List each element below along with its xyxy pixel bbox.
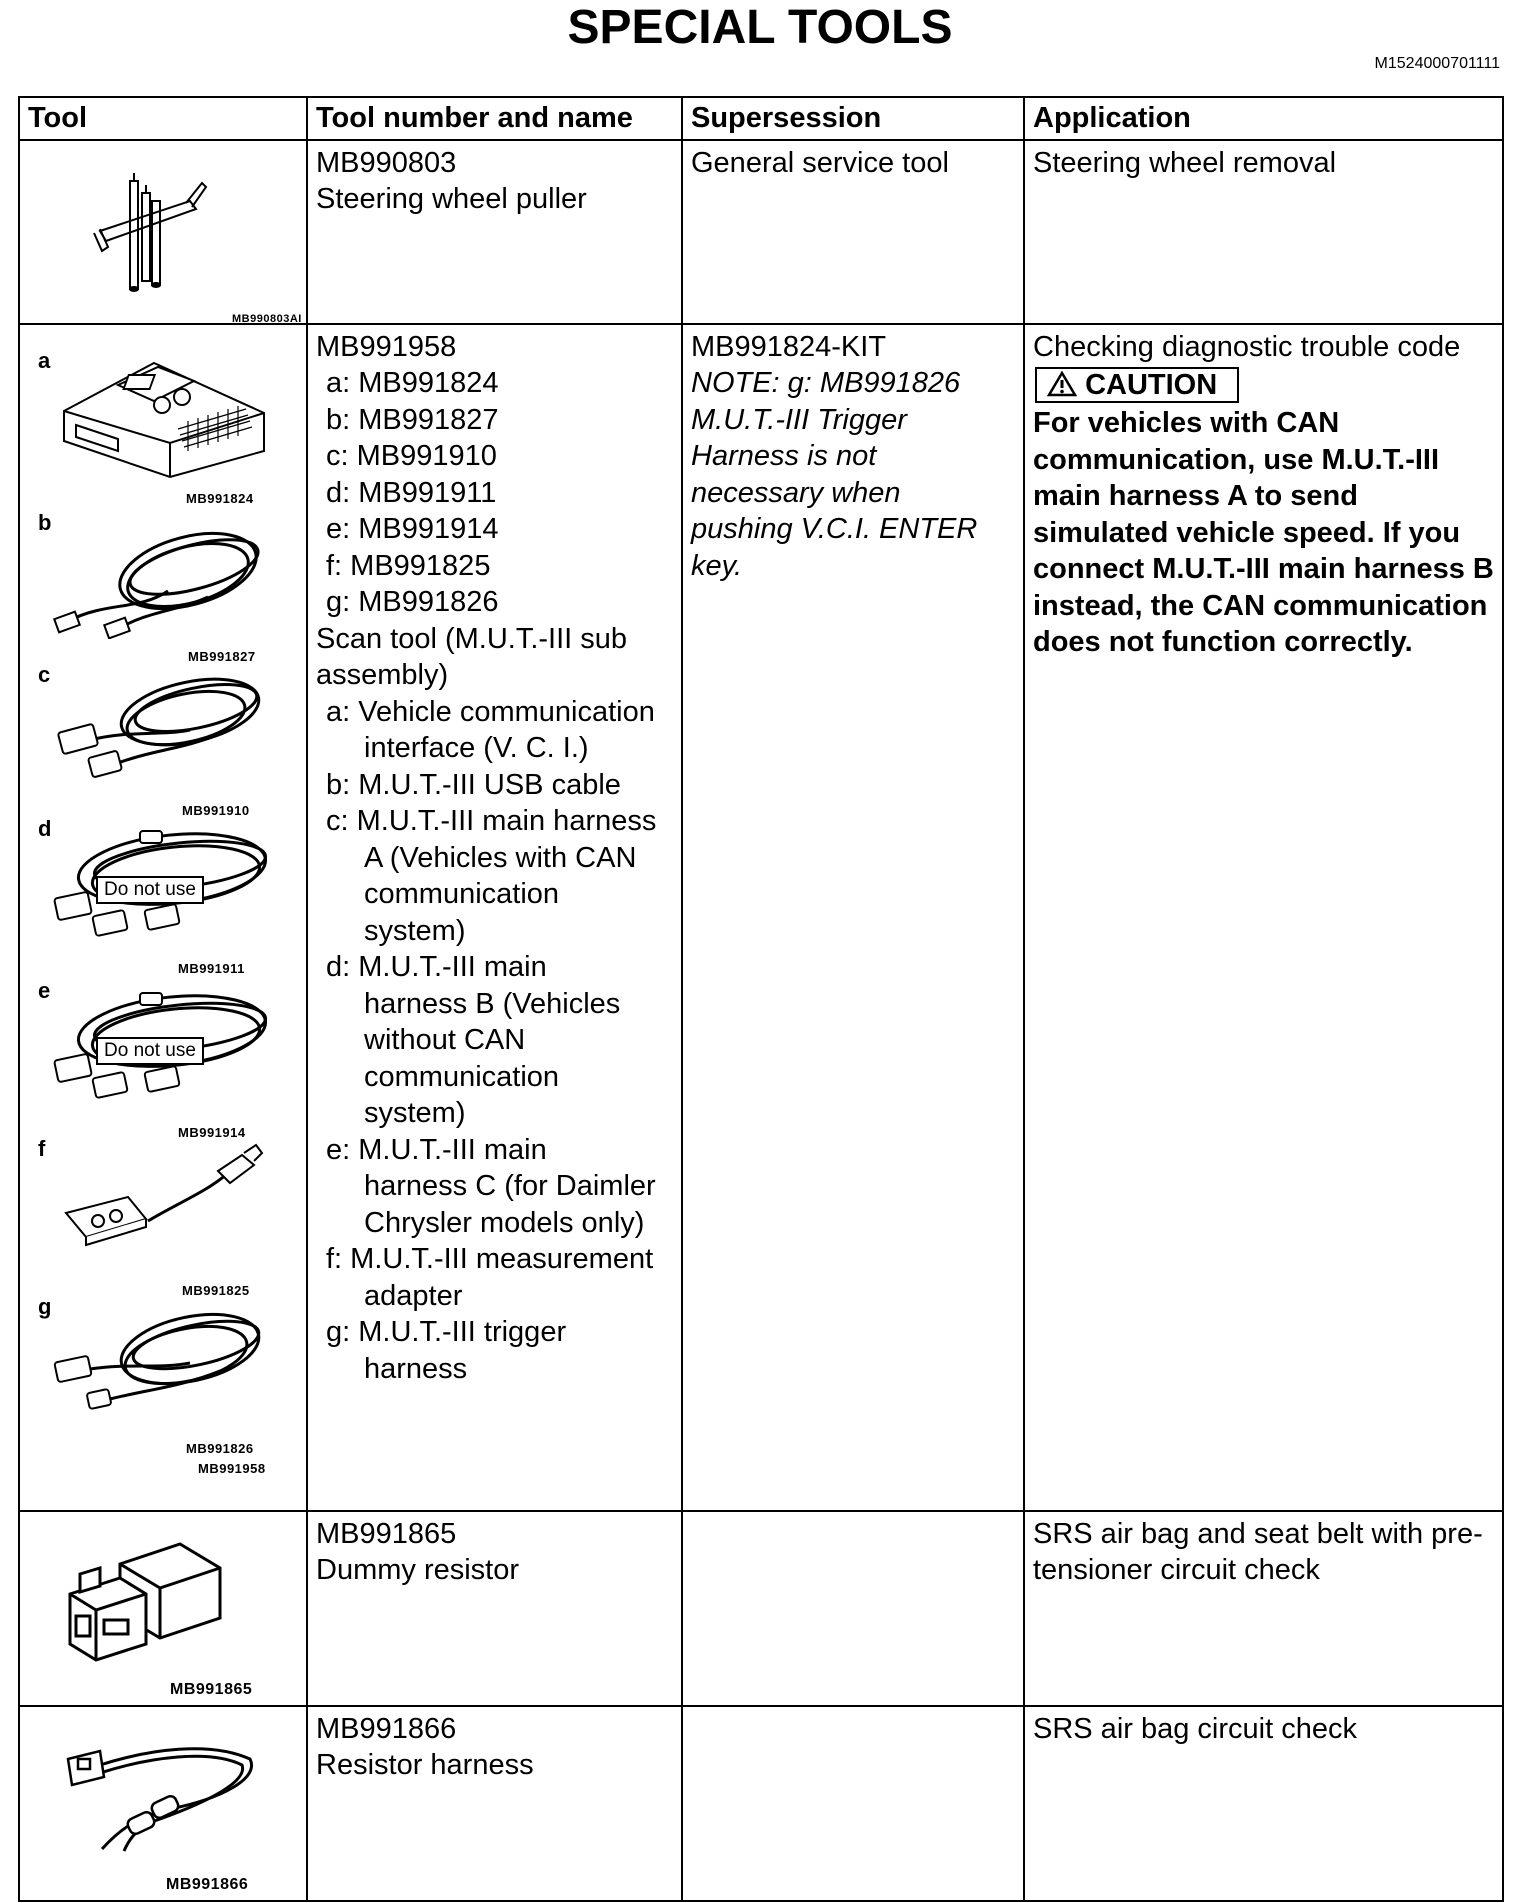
part-description-continuation: system) [316,1095,673,1132]
part-description-continuation: harness C (for Daimler [316,1168,673,1205]
tool-number: MB991958 [316,329,673,366]
supersession-cell [682,140,1024,324]
table-row [19,1511,1503,1706]
application-text: SRS air bag circuit check [1033,1711,1494,1748]
part-description-continuation: harness [316,1351,673,1388]
header-tool: Tool [19,97,307,140]
part-number: a: MB991824 [316,365,673,402]
tool-number: MB990803 [316,145,673,182]
supersession-cell [682,1511,1024,1706]
part-description-continuation: Chrysler models only) [316,1205,673,1242]
part-description: d: M.U.T.-III main [316,949,673,986]
application-text: Checking diagnostic trouble code [1033,329,1494,366]
application-cell [1024,140,1503,324]
tool-name: Dummy resistor [316,1552,673,1589]
application-text: SRS air bag and seat belt with pre-tensioner circuit check [1033,1516,1494,1589]
part-description: e: M.U.T.-III main [316,1132,673,1169]
tool-name: Steering wheel puller [316,181,673,218]
figure-label: MB991824 [186,481,254,518]
part-number: c: MB991910 [316,438,673,475]
supersession-cell [682,324,1024,1511]
application-cell [1024,1706,1503,1901]
part-description-continuation: interface (V. C. I.) [316,730,673,767]
resistor-harness-illustration [60,1729,260,1859]
main-harness-a-illustration [50,670,270,780]
application-cell [1024,1511,1503,1706]
tool-number: MB991866 [316,1711,673,1748]
measurement-adapter-illustration [58,1143,268,1261]
warning-triangle-icon [1047,371,1077,397]
tool-figure-cell [19,1511,307,1706]
table-row [19,324,1503,1511]
usb-cable-illustration [48,521,268,639]
part-description-continuation: adapter [316,1278,673,1315]
tool-name: Scan tool (M.U.T.-III sub assembly) [316,621,673,694]
steering-wheel-puller-illustration [90,171,210,296]
figure-label: MB991825 [182,1273,250,1310]
part-description-continuation: harness B (Vehicles [316,986,673,1023]
caution-text: For vehicles with CAN communication, use M.U.T.-III main harness A to send simulated vehicle speed. If you connect M.U.T.-III main harness B instead, the CAN communication does not function correctly. [1033,405,1494,661]
supersession-text: General service tool [691,145,1015,182]
figure-letter: c [38,657,50,694]
part-description-list [316,694,673,1388]
caution-box [1035,367,1239,403]
supersession-text: MB991824-KIT [691,329,1015,366]
part-description-continuation: A (Vehicles with CAN [316,840,673,877]
figure-label: MB991865 [170,1672,252,1709]
trigger-harness-illustration [50,1303,270,1421]
part-description: c: M.U.T.-III main harness [316,803,673,840]
figure-letter: f [38,1131,45,1168]
special-tools-table [18,96,1504,1902]
tool-number-name-cell [307,324,682,1511]
header-row [19,97,1503,140]
tool-figure-cell [19,1706,307,1901]
tool-figure-cell [19,324,307,1511]
part-description-continuation: without CAN [316,1022,673,1059]
figure-label: MB991826 [186,1431,254,1468]
part-description: f: M.U.T.-III measurement [316,1241,673,1278]
do-not-use-label: Do not use [96,876,204,904]
tool-name: Resistor harness [316,1747,673,1784]
application-cell [1024,324,1503,1511]
figure-label: MB991866 [166,1867,248,1903]
header-supersession: Supersession [682,97,1024,140]
part-description-continuation: system) [316,913,673,950]
figure-letter: d [38,811,51,848]
tool-number-name-cell [307,140,682,324]
part-description-continuation: communication [316,1059,673,1096]
part-number: b: MB991827 [316,402,673,439]
table-row [19,1706,1503,1901]
part-number: e: MB991914 [316,511,673,548]
part-description: a: Vehicle communication [316,694,673,731]
tool-figure-cell [19,140,307,324]
figure-label: MB991911 [178,951,245,988]
table-row [19,140,1503,324]
supersession-cell [682,1706,1024,1901]
figure-label: MB990803AI [232,301,302,338]
figure-letter: e [38,973,50,1010]
figure-label: MB991827 [188,639,256,676]
caution-label: CAUTION [1085,369,1217,401]
do-not-use-label: Do not use [96,1037,204,1065]
header-application: Application [1024,97,1503,140]
figure-letter: a [38,343,50,380]
figure-letter: b [38,505,51,542]
figure-group-label: MB991958 [198,1451,266,1488]
tool-number-name-cell [307,1511,682,1706]
figure-label: MB991914 [178,1115,246,1152]
supersession-note: NOTE: g: MB991826 M.U.T.-III Trigger Harness is not necessary when pushing V.C.I. ENTER key. [691,365,1015,584]
page-title: SPECIAL TOOLS [0,0,1520,56]
part-number: f: MB991825 [316,548,673,585]
tool-number-name-cell [307,1706,682,1901]
part-description: g: M.U.T.-III trigger [316,1314,673,1351]
vci-unit-illustration [58,355,268,480]
document-code: M1524000701111 [1375,54,1500,74]
header-tool-number-name: Tool number and name [307,97,682,140]
part-description: b: M.U.T.-III USB cable [316,767,673,804]
figure-letter: g [38,1289,51,1326]
dummy-resistor-illustration [60,1534,230,1664]
part-description-continuation: communication [316,876,673,913]
tool-number: MB991865 [316,1516,673,1553]
application-text: Steering wheel removal [1033,145,1494,182]
part-number: g: MB991826 [316,584,673,621]
part-number: d: MB991911 [316,475,673,512]
figure-label: MB991910 [182,793,250,830]
